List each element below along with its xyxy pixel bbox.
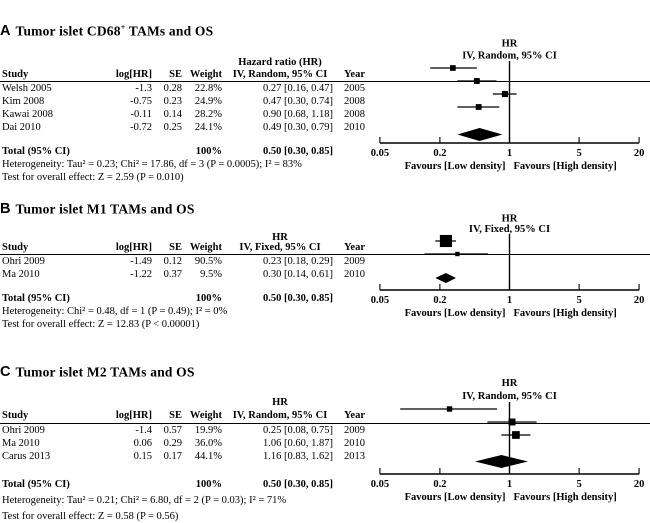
weight-value: 24.1%	[194, 121, 222, 133]
study-name: Ma 2010	[2, 437, 40, 449]
x-axis-tick-label: 20	[633, 147, 645, 159]
year-value: 2009	[344, 424, 365, 436]
weight-value: 28.2%	[194, 108, 222, 120]
hr-ci-value: 0.47 [0.30, 0.74]	[263, 95, 333, 107]
x-axis-tick-label: 0.2	[433, 294, 447, 306]
total-ci: 0.50 [0.30, 0.85]	[263, 145, 333, 157]
favours-left-label: Favours [Low density]	[404, 307, 506, 319]
se-value: 0.57	[163, 424, 182, 436]
title-superscript: +	[120, 22, 126, 32]
se-value: 0.28	[163, 82, 182, 94]
col-header-loghr: log[HR]	[115, 242, 152, 254]
total-ci: 0.50 [0.30, 0.85]	[263, 478, 333, 490]
hr-ci-value: 1.16 [0.83, 1.62]	[263, 450, 333, 462]
se-value: 0.17	[163, 450, 182, 462]
plot-header-line2: IV, Random, 95% CI	[462, 50, 557, 62]
year-value: 2013	[344, 450, 365, 462]
x-axis-tick-label: 20	[633, 478, 645, 490]
plot-header-line2: IV, Fixed, 95% CI	[468, 223, 551, 235]
favours-right-label: Favours [High density]	[513, 160, 617, 172]
col-header-study: Study	[2, 242, 29, 254]
col-header-loghr: log[HR]	[115, 68, 152, 80]
col-header-hr-line2: IV, Random, 95% CI	[232, 68, 328, 80]
effect-square	[476, 104, 482, 110]
effect-square	[440, 235, 452, 247]
panel-c-title-text	[15, 361, 194, 380]
study-name: Dai 2010	[2, 121, 41, 133]
study-name: Kim 2008	[2, 95, 45, 107]
col-header-hr-line2: IV, Random, 95% CI	[232, 409, 328, 421]
panel-a-title-text	[15, 20, 213, 40]
overall-effect-note: Test for overall effect: Z = 0.58 (P = 0.56)	[2, 510, 179, 522]
total-diamond	[457, 128, 502, 141]
title-main: Tumor islet M1 TAMs and OS	[15, 201, 195, 217]
loghr-value: -0.72	[130, 121, 152, 133]
col-header-weight: Weight	[189, 242, 222, 254]
panel-c	[0, 360, 650, 522]
effect-square	[455, 252, 459, 256]
se-value: 0.37	[163, 268, 182, 280]
panel-a-letter: A	[0, 23, 11, 40]
x-axis-tick-label: 0.05	[370, 294, 390, 306]
se-value: 0.25	[163, 121, 182, 133]
total-diamond	[475, 455, 528, 468]
effect-square	[447, 406, 452, 411]
se-value: 0.12	[163, 255, 182, 267]
heterogeneity-note: Heterogeneity: Tau² = 0.23; Chi² = 17.86, df = 3 (P = 0.0005); I² = 83%	[2, 158, 302, 170]
plot-header-line1: HR	[501, 38, 518, 50]
weight-value: 19.9%	[194, 424, 222, 436]
year-value: 2010	[344, 437, 365, 449]
x-axis-tick-label: 5	[576, 294, 582, 306]
x-axis-tick-label: 5	[576, 147, 582, 159]
panel-a	[0, 20, 650, 183]
study-name: Ohri 2009	[2, 255, 45, 267]
x-axis-tick-label: 0.2	[433, 147, 447, 159]
forest-plot-graph-c	[368, 360, 650, 502]
col-header-loghr: log[HR]	[115, 409, 152, 421]
col-header-se: SE	[169, 68, 182, 80]
hr-ci-value: 0.90 [0.68, 1.18]	[263, 108, 333, 120]
col-header-hr-line1: HR	[272, 396, 288, 408]
effect-square	[474, 78, 480, 84]
forest-plot-graph-b	[368, 200, 650, 340]
weight-value: 9.5%	[200, 268, 222, 280]
loghr-value: -1.4	[135, 424, 152, 436]
total-label: Total (95% CI)	[2, 292, 70, 304]
loghr-value: 0.06	[133, 437, 152, 449]
total-label: Total (95% CI)	[2, 145, 70, 157]
weight-value: 22.8%	[194, 82, 222, 94]
weight-value: 24.9%	[194, 95, 222, 107]
title-rest: TAMs and OS	[125, 23, 214, 39]
se-value: 0.23	[163, 95, 182, 107]
heterogeneity-note: Heterogeneity: Chi² = 0.48, df = 1 (P = 0.49); I² = 0%	[2, 305, 228, 317]
heterogeneity-note: Heterogeneity: Tau² = 0.21; Chi² = 6.80, df = 2 (P = 0.03); I² = 71%	[2, 494, 287, 506]
effect-square	[450, 65, 456, 71]
total-weight: 100%	[195, 145, 222, 157]
study-name: Ma 2010	[2, 268, 40, 280]
total-diamond	[435, 273, 456, 283]
x-axis-tick-label: 0.2	[433, 478, 447, 490]
year-value: 2010	[344, 268, 365, 280]
col-header-year: Year	[344, 68, 365, 80]
col-header-hr-line1: HR	[272, 231, 288, 243]
weight-value: 90.5%	[194, 255, 222, 267]
year-value: 2005	[344, 82, 365, 94]
x-axis-tick-label: 20	[633, 294, 645, 306]
plot-header-line2: IV, Random, 95% CI	[462, 390, 557, 402]
loghr-value: -1.49	[130, 255, 152, 267]
col-header-hr-line2: IV, Fixed, 95% CI	[239, 242, 321, 254]
study-name: Welsh 2005	[2, 82, 52, 94]
favours-left-label: Favours [Low density]	[404, 160, 506, 172]
weight-value: 36.0%	[194, 437, 222, 449]
total-weight: 100%	[195, 292, 222, 304]
hr-ci-value: 1.06 [0.60, 1.87]	[263, 437, 333, 449]
loghr-value: -1.22	[130, 268, 152, 280]
effect-square	[512, 431, 520, 439]
favours-right-label: Favours [High density]	[513, 491, 617, 503]
effect-square	[502, 91, 508, 97]
year-value: 2009	[344, 255, 365, 267]
x-axis-tick-label: 1	[506, 478, 513, 490]
hr-ci-value: 0.27 [0.16, 0.47]	[263, 82, 333, 94]
col-header-study: Study	[2, 68, 29, 80]
hr-ci-value: 0.25 [0.08, 0.75]	[263, 424, 333, 436]
hr-ci-value: 0.30 [0.14, 0.61]	[263, 268, 333, 280]
hr-ci-value: 0.49 [0.30, 0.79]	[263, 121, 333, 133]
total-label: Total (95% CI)	[2, 478, 70, 490]
title-main: Tumor islet M2 TAMs and OS	[15, 364, 195, 380]
x-axis-tick-label: 1	[506, 147, 513, 159]
weight-value: 44.1%	[194, 450, 222, 462]
col-header-year: Year	[344, 409, 365, 421]
year-value: 2008	[344, 95, 365, 107]
favours-left-label: Favours [Low density]	[404, 491, 506, 503]
se-value: 0.29	[163, 437, 182, 449]
col-header-weight: Weight	[189, 409, 222, 421]
col-header-year: Year	[344, 242, 365, 254]
year-value: 2010	[344, 121, 365, 133]
panel-b-title-text	[15, 200, 194, 216]
x-axis-tick-label: 5	[576, 478, 582, 490]
loghr-value: -0.75	[130, 95, 152, 107]
x-axis-tick-label: 1	[506, 294, 513, 306]
plot-header-line1: HR	[501, 213, 518, 225]
hr-ci-value: 0.23 [0.18, 0.29]	[263, 255, 333, 267]
year-value: 2008	[344, 108, 365, 120]
favours-right-label: Favours [High density]	[513, 307, 617, 319]
plot-header-line1: HR	[501, 377, 518, 389]
total-weight: 100%	[195, 478, 222, 490]
panel-b	[0, 200, 650, 340]
study-name: Kawai 2008	[2, 108, 54, 120]
x-axis-tick-label: 0.05	[370, 478, 390, 490]
col-header-study: Study	[2, 409, 29, 421]
col-header-se: SE	[169, 242, 182, 254]
panel-b-letter: B	[0, 201, 11, 218]
col-header-hr-line1: Hazard ratio (HR)	[238, 56, 322, 68]
study-name: Ohri 2009	[2, 424, 45, 436]
panel-c-letter: C	[0, 364, 11, 381]
loghr-value: -1.3	[135, 82, 152, 94]
effect-square	[509, 418, 516, 425]
se-value: 0.14	[163, 108, 182, 120]
forest-plot-figure	[0, 20, 650, 522]
x-axis-tick-label: 0.05	[370, 147, 390, 159]
total-ci: 0.50 [0.30, 0.85]	[263, 292, 333, 304]
col-header-weight: Weight	[189, 68, 222, 80]
loghr-value: -0.11	[130, 108, 152, 120]
overall-effect-note: Test for overall effect: Z = 2.59 (P = 0.010)	[2, 171, 184, 183]
loghr-value: 0.15	[133, 450, 152, 462]
overall-effect-note: Test for overall effect: Z = 12.83 (P < 0.00001)	[2, 318, 200, 330]
title-main: Tumor islet CD68	[15, 23, 121, 39]
study-name: Carus 2013	[2, 450, 51, 462]
col-header-se: SE	[169, 409, 182, 421]
forest-plot-graph-a	[368, 20, 650, 180]
